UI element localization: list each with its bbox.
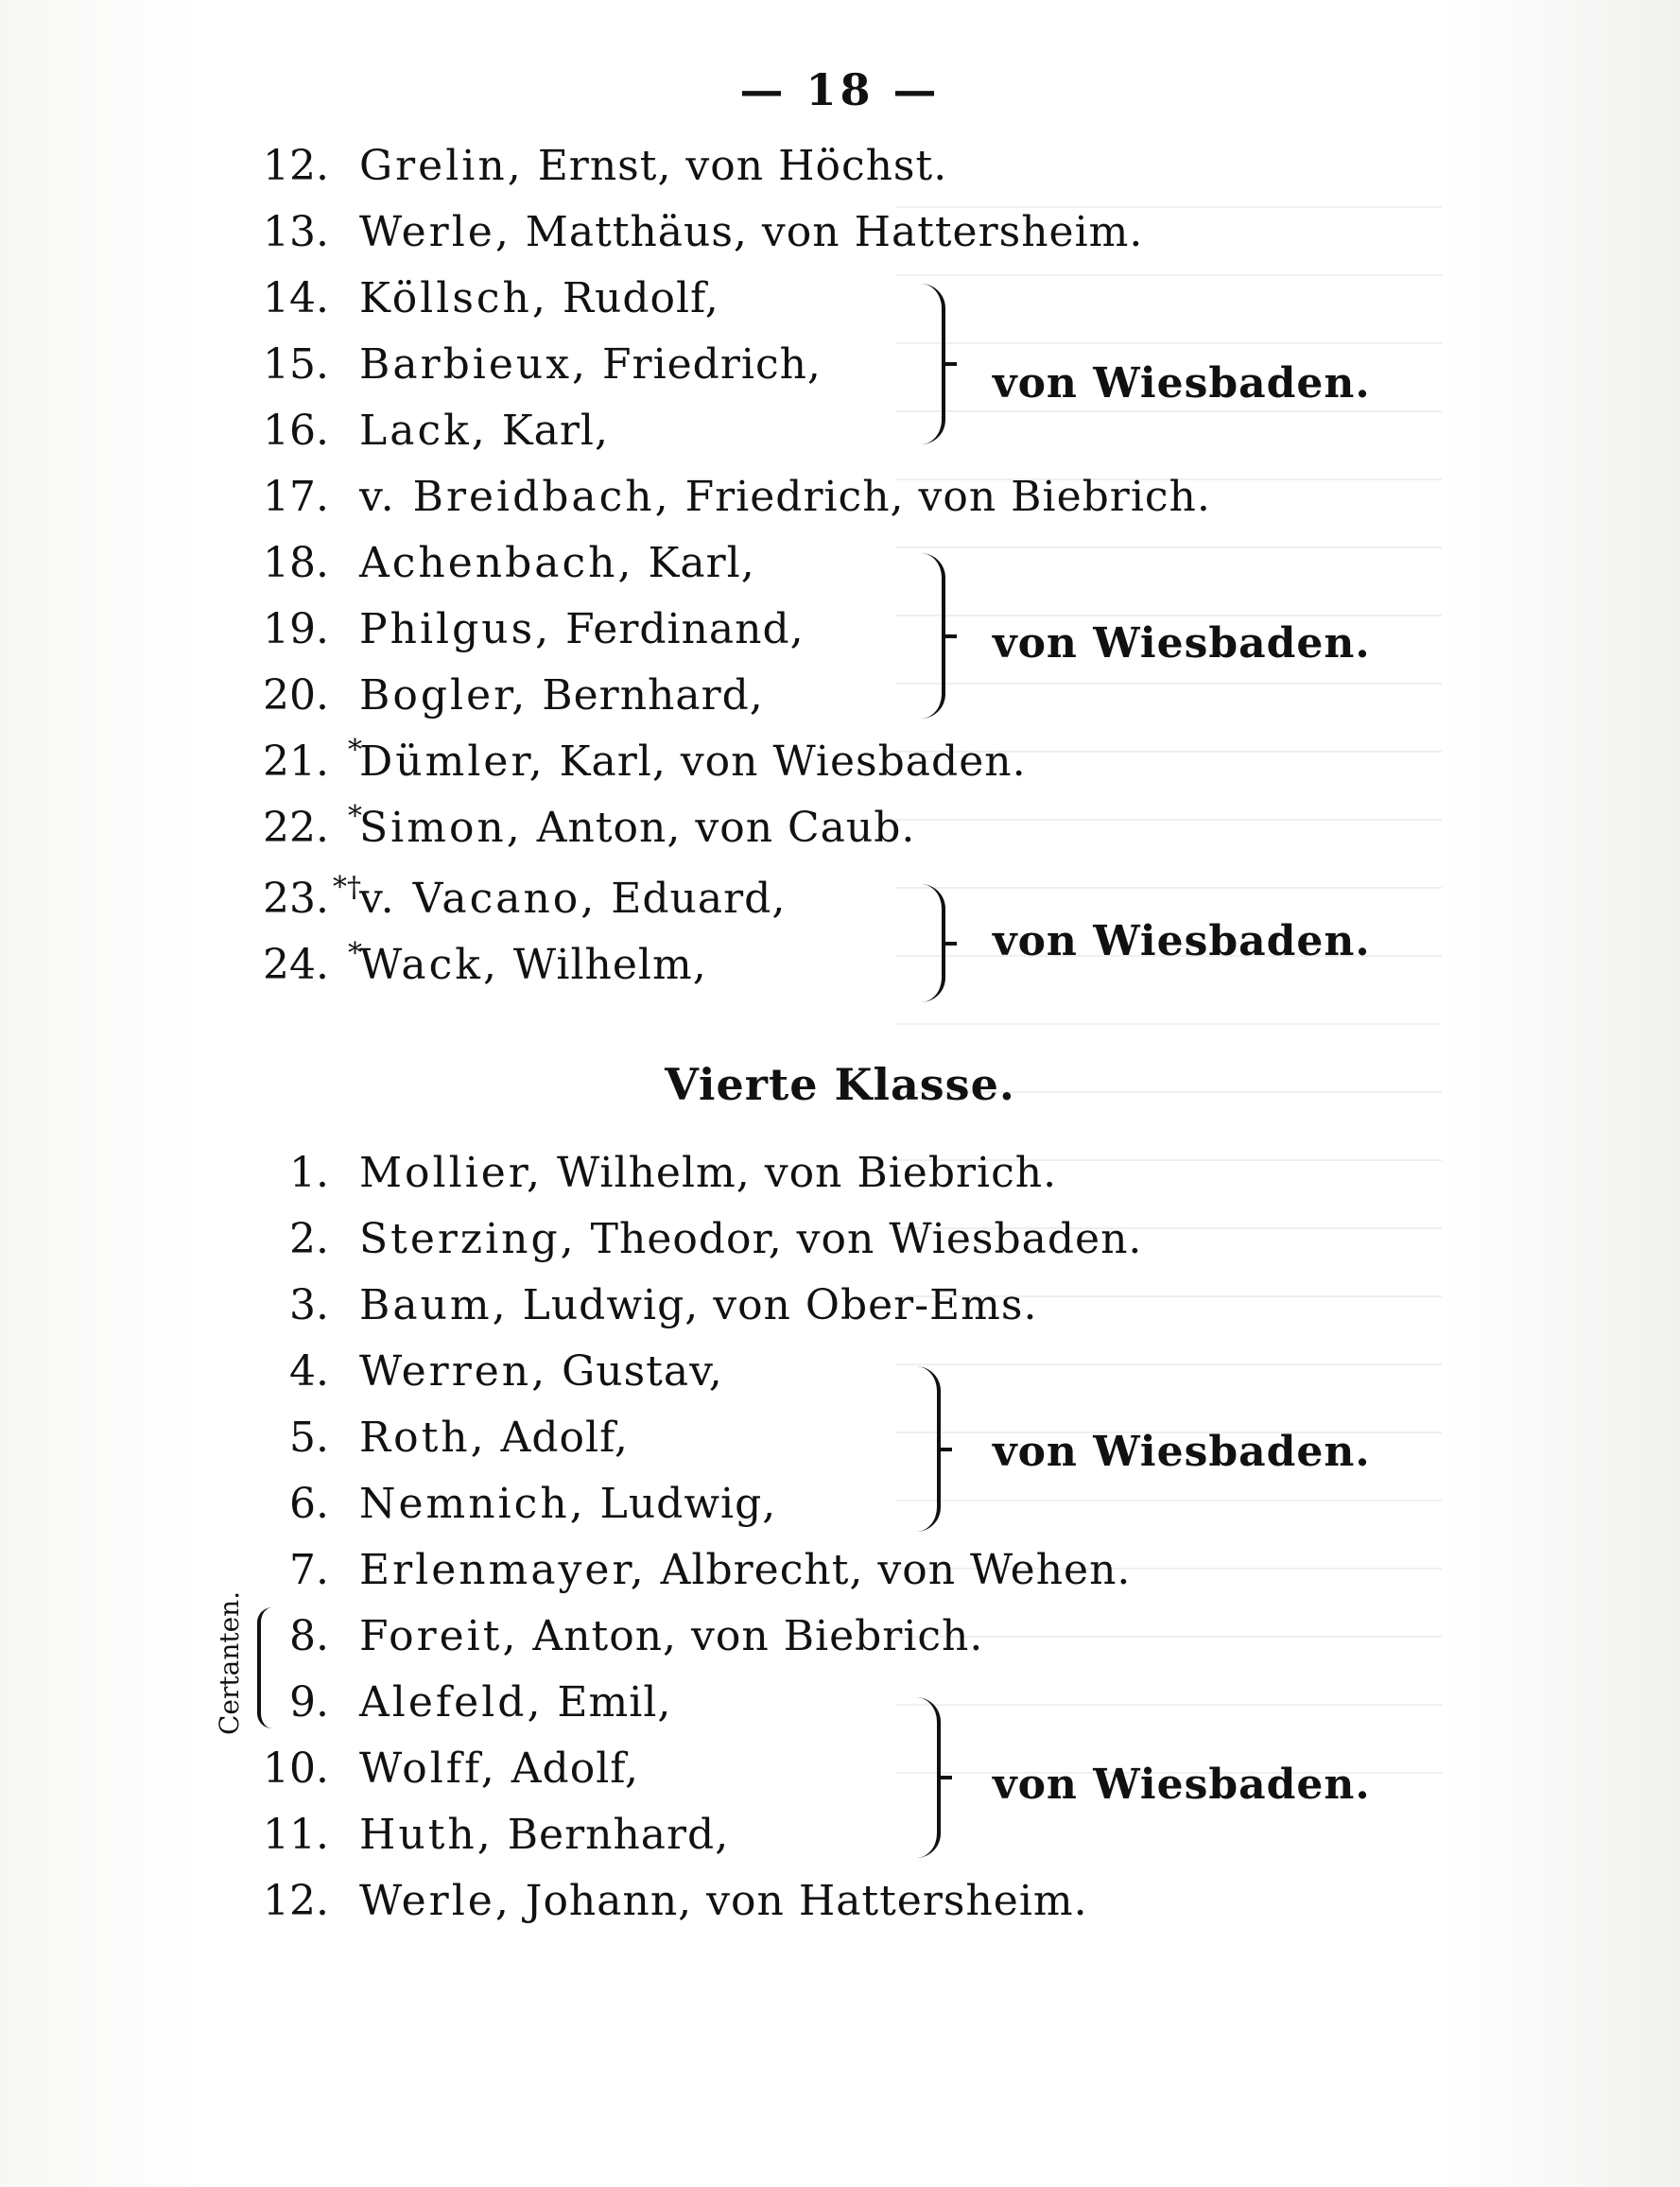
- entry-details: Wilhelm, von Biebrich.: [542, 1149, 1058, 1197]
- entry-details: Karl,: [633, 539, 755, 587]
- side-brace: [257, 1607, 274, 1728]
- brace-bracket: [917, 553, 945, 719]
- entry-surname: Grelin,: [359, 142, 524, 190]
- show-through-text: [895, 142, 1538, 1938]
- entry-surname: Dümler,: [359, 738, 546, 786]
- entry-details: Wilhelm,: [498, 941, 707, 989]
- brace-label: von Wiesbaden.: [993, 917, 1371, 965]
- entry-details: Johann, von Hattersheim.: [511, 1877, 1088, 1925]
- entry-number: 19.: [263, 605, 329, 653]
- entry-surname: Simon,: [359, 804, 523, 852]
- entry-number: 15.: [263, 340, 329, 389]
- entry-number: 4.: [289, 1347, 329, 1396]
- entry-surname: v. Breidbach,: [359, 473, 671, 521]
- entry-surname: Roth,: [359, 1414, 487, 1462]
- entry-surname: Werle,: [359, 1877, 511, 1925]
- entry-number: 7.: [289, 1546, 329, 1594]
- entry-number: 10.: [263, 1744, 329, 1793]
- entry-surname: Baum,: [359, 1281, 509, 1329]
- entry-details: Friedrich, von Biebrich.: [670, 473, 1211, 521]
- entry-surname: Werren,: [359, 1347, 548, 1396]
- entry-surname: Nemnich,: [359, 1480, 586, 1528]
- entry-details: Albrecht, von Wehen.: [646, 1546, 1132, 1594]
- entry-details: Emil,: [543, 1678, 672, 1727]
- brace-bracket: [912, 1697, 941, 1858]
- entry-number: 1.: [289, 1149, 329, 1197]
- entry-surname: Mollier,: [359, 1149, 543, 1197]
- entry-number: 20.: [263, 671, 329, 720]
- entry-details: Gustav,: [547, 1347, 723, 1396]
- margin-note: Certanten.: [214, 1590, 245, 1735]
- entry-number: 21.: [263, 738, 329, 786]
- entry-number: 14.: [263, 274, 329, 322]
- entry-surname: v. Vacano,: [359, 875, 598, 923]
- brace-label: von Wiesbaden.: [993, 1428, 1371, 1476]
- brace-label: von Wiesbaden.: [993, 1761, 1371, 1809]
- entry-surname: Wolff,: [359, 1744, 497, 1793]
- entry-details: Eduard,: [597, 875, 787, 923]
- entry-surname: Werle,: [359, 208, 511, 256]
- entry-surname: Foreit,: [359, 1612, 519, 1660]
- entry-number: 9.: [289, 1678, 329, 1727]
- entry-number: 5.: [289, 1414, 329, 1462]
- entry-number: 2.: [289, 1215, 329, 1263]
- entry-details: Karl,: [487, 407, 609, 455]
- entry-details: Adolf,: [486, 1414, 629, 1462]
- entry-surname: Wack,: [359, 941, 499, 989]
- brace-bracket: [912, 1366, 941, 1532]
- asterisk-dagger-mark: *†: [333, 871, 361, 904]
- entry-details: Karl, von Wiesbaden.: [545, 738, 1027, 786]
- entry-details: Ludwig,: [585, 1480, 777, 1528]
- brace-label: von Wiesbaden.: [993, 619, 1371, 668]
- asterisk-mark: *: [348, 937, 362, 970]
- entry-number: 12.: [263, 142, 329, 190]
- entry-surname: Philgus,: [359, 605, 552, 653]
- entry-details: Ernst, von Höchst.: [523, 142, 948, 190]
- entry-details: Theodor, von Wiesbaden.: [576, 1215, 1143, 1263]
- entry-number: 23.: [263, 875, 329, 923]
- entry-details: Bernhard,: [528, 671, 764, 720]
- entry-details: Anton, von Biebrich.: [518, 1612, 984, 1660]
- entry-surname: Bogler,: [359, 671, 528, 720]
- entry-surname: Lack,: [359, 407, 488, 455]
- entry-surname: Achenbach,: [359, 539, 634, 587]
- asterisk-mark: *: [348, 800, 362, 833]
- entry-number: 12.: [263, 1877, 329, 1925]
- entry-details: Anton, von Caub.: [522, 804, 916, 852]
- entry-surname: Sterzing,: [359, 1215, 577, 1263]
- entry-details: Ferdinand,: [551, 605, 805, 653]
- entry-details: Bernhard,: [493, 1811, 730, 1859]
- entry-details: Friedrich,: [588, 340, 822, 389]
- entry-number: 16.: [263, 407, 329, 455]
- entry-number: 18.: [263, 539, 329, 587]
- brace-label: von Wiesbaden.: [993, 359, 1371, 408]
- entry-surname: Huth,: [359, 1811, 494, 1859]
- entry-number: 24.: [263, 941, 329, 989]
- entry-details: Adolf,: [496, 1744, 639, 1793]
- brace-bracket: [917, 284, 945, 444]
- entry-details: Ludwig, von Ober-Ems.: [508, 1281, 1038, 1329]
- asterisk-mark: *: [348, 734, 362, 767]
- entry-number: 3.: [289, 1281, 329, 1329]
- entry-number: 17.: [263, 473, 329, 521]
- brace-bracket: [917, 884, 945, 1002]
- entry-surname: Barbieux,: [359, 340, 589, 389]
- entry-number: 8.: [289, 1612, 329, 1660]
- entry-details: Rudolf,: [547, 274, 719, 322]
- entry-details: Matthäus, von Hattersheim.: [511, 208, 1144, 256]
- entry-surname: Alefeld,: [359, 1678, 544, 1727]
- page-number: — 18 —: [739, 64, 941, 115]
- entry-number: 6.: [289, 1480, 329, 1528]
- entry-surname: Köllsch,: [359, 274, 548, 322]
- entry-number: 11.: [263, 1811, 329, 1859]
- entry-surname: Erlenmayer,: [359, 1546, 647, 1594]
- entry-number: 13.: [263, 208, 329, 256]
- section-heading: Vierte Klasse.: [665, 1059, 1015, 1110]
- entry-number: 22.: [263, 804, 329, 852]
